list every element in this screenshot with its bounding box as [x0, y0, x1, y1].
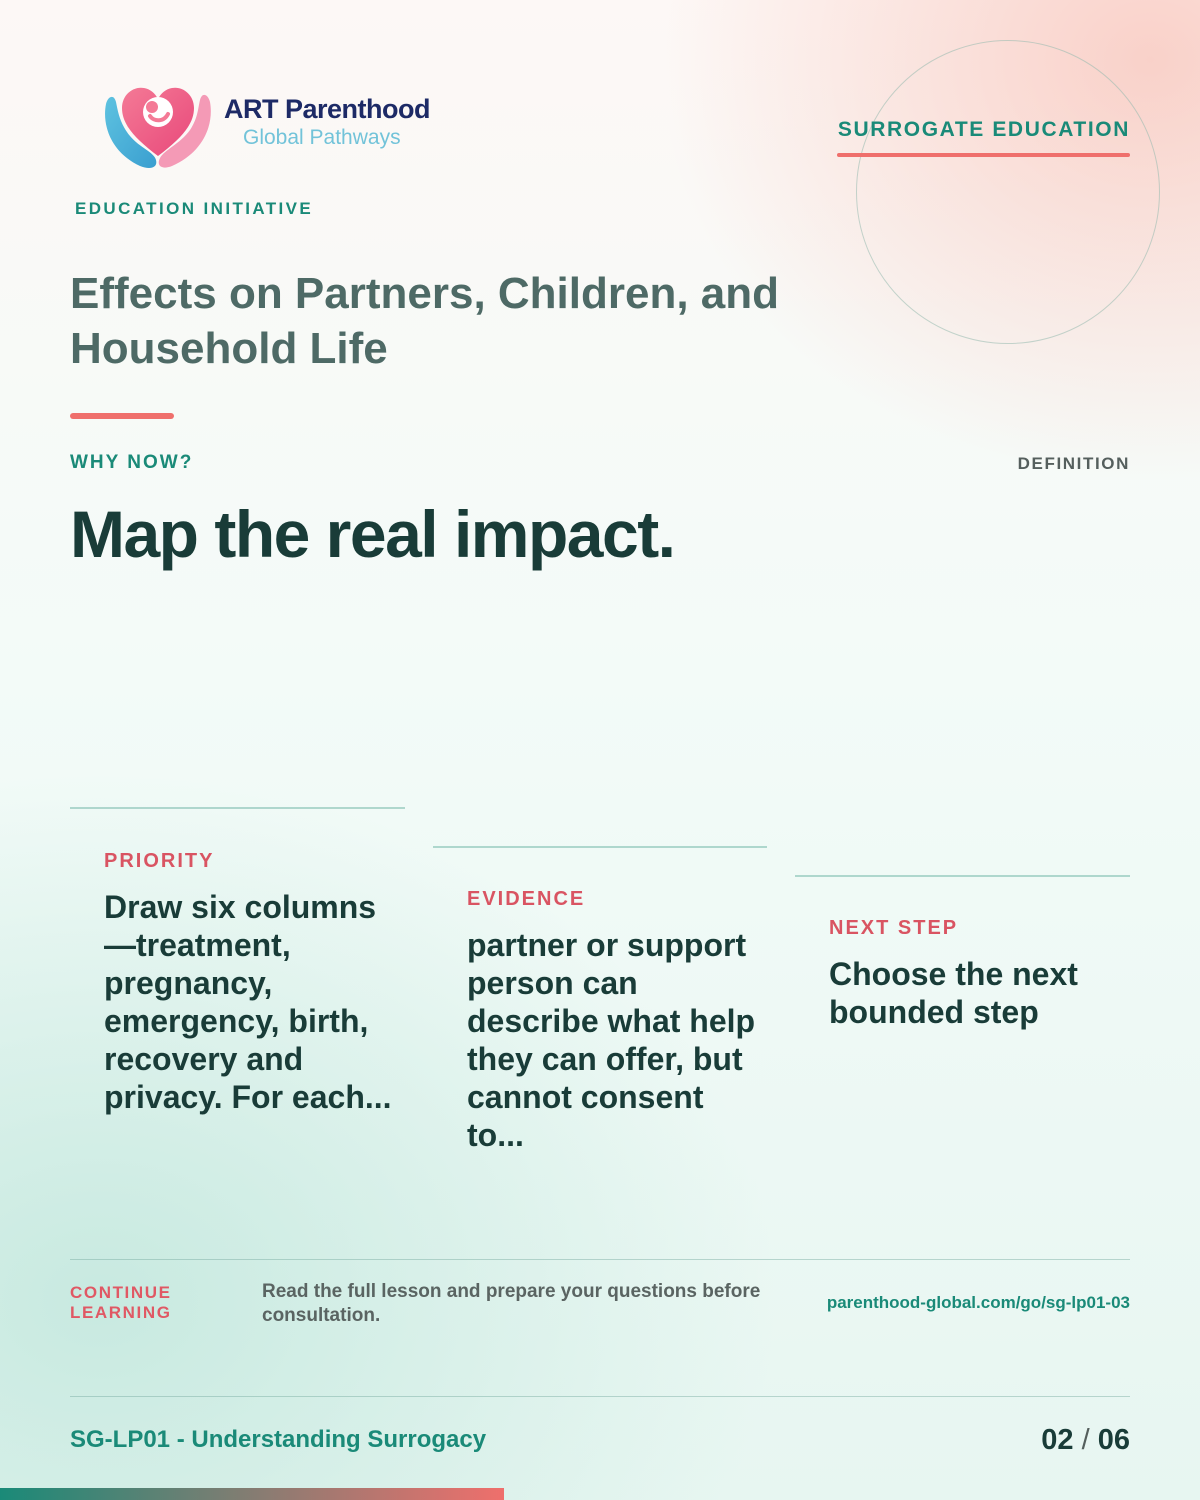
- column-divider: [433, 846, 767, 848]
- page-counter: [1041, 1424, 1130, 1457]
- continue-learning-label: CONTINUE LEARNING: [70, 1283, 172, 1322]
- column-divider: [70, 807, 405, 809]
- page-title: Effects on Partners, Children, and Household Life: [70, 269, 780, 373]
- decorative-circle: [856, 40, 1160, 344]
- course-name: SG-LP01 - Understanding Surrogacy: [70, 1426, 487, 1453]
- why-now-label: WHY NOW?: [70, 452, 194, 473]
- column-label-next-step: NEXT STEP: [829, 917, 959, 939]
- accent-bar: [70, 413, 174, 419]
- big-statement: Map the real impact.: [70, 497, 675, 571]
- column-body-evidence: partner or support person can describe what help they can offer, but cannot consent to...: [467, 927, 756, 1153]
- definition-label: DEFINITION: [1017, 454, 1130, 473]
- brand-logo-icon: [100, 74, 216, 174]
- footer-divider: [70, 1396, 1130, 1397]
- column-label-priority: PRIORITY: [104, 850, 215, 872]
- brand-tagline: Global Pathways: [243, 126, 401, 149]
- top-tag: SURROGATE EDUCATION: [837, 118, 1130, 141]
- section-divider: [70, 1259, 1130, 1260]
- continue-learning-text: Read the full lesson and prepare your questions before consultation.: [262, 1281, 761, 1326]
- page-total: 06: [1097, 1424, 1130, 1456]
- page-current: 02: [1041, 1424, 1074, 1456]
- page-separator: /: [1081, 1424, 1090, 1456]
- kicker-label: EDUCATION INITIATIVE: [75, 199, 314, 218]
- brand-name: ART Parenthood: [224, 94, 430, 124]
- column-divider: [795, 875, 1130, 877]
- column-label-evidence: EVIDENCE: [467, 888, 586, 910]
- column-body-next-step: Choose the next bounded step: [829, 956, 1078, 1030]
- progress-bar: [0, 1488, 504, 1500]
- top-tag-underline: [837, 153, 1130, 157]
- lesson-link[interactable]: parenthood-global.com/go/sg-lp01-03: [826, 1293, 1130, 1312]
- column-body-priority: Draw six columns—treatment, pregnancy, emergency, birth, recovery and privacy. For each...: [104, 889, 392, 1115]
